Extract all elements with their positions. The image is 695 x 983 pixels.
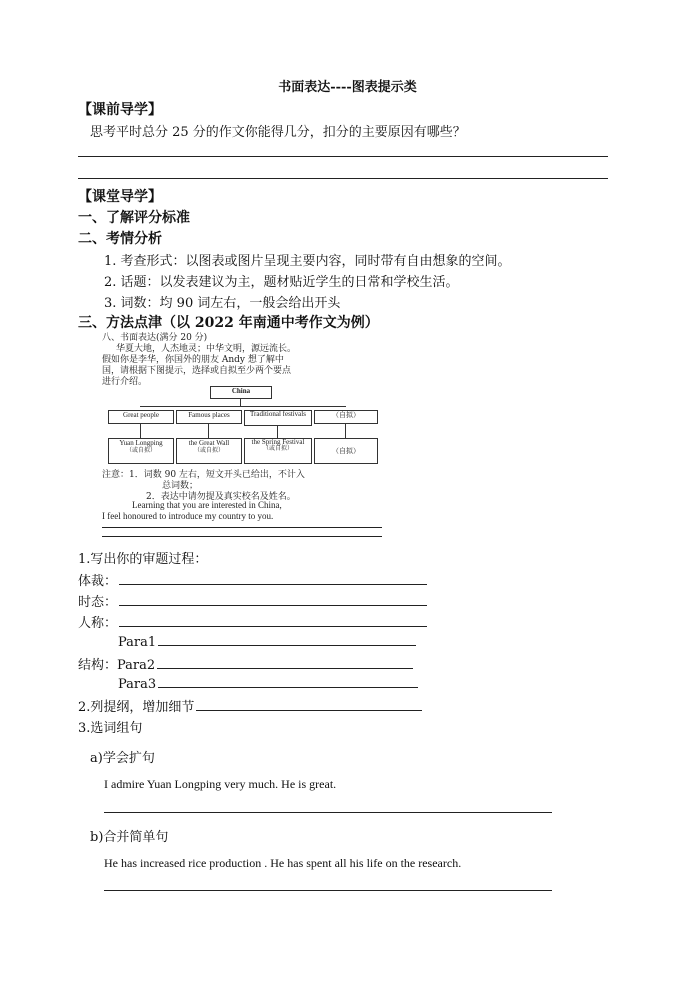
- scan-heading: 八、书面表达(满分 20 分): [102, 333, 208, 343]
- diagram-example-box: [176, 438, 242, 464]
- section-method: 三、方法点津（以 2022 年南通中考作文为例）: [78, 315, 379, 331]
- scan-opening: Learning that you are interested in China,: [132, 500, 282, 510]
- subtask-a-sentence: I admire Yuan Longping very much. He is great.: [104, 777, 337, 791]
- para3-blank[interactable]: [158, 675, 418, 688]
- person-label: 人称：: [78, 616, 118, 631]
- diagram-example-box: [108, 438, 174, 464]
- example-text: the Great Wall: [188, 439, 230, 447]
- answer-line[interactable]: [104, 890, 552, 891]
- para3-label: Para3: [118, 677, 157, 692]
- example-note: （或自拟）: [193, 448, 224, 454]
- task-1-title: 1.写出你的审题过程：: [78, 552, 208, 567]
- para1-label: Para1: [118, 635, 157, 650]
- para1-blank[interactable]: [158, 633, 416, 646]
- diagram-connector: [208, 424, 209, 438]
- scan-line: 进行介绍。: [102, 377, 148, 387]
- diagram-connector: [345, 424, 346, 438]
- section-scoring: 一、了解评分标准: [78, 210, 190, 226]
- section-analysis: 二、考情分析: [78, 231, 162, 247]
- scan-line: 国，请根据下图提示，选择或自拟至少两个要点: [102, 366, 292, 376]
- scan-opening: I feel honoured to introduce my country to you.: [102, 511, 274, 521]
- exam-question-scan: [100, 330, 390, 548]
- analysis-item-topic: 2. 话题：以发表建议为主，题材贴近学生的日常和学校生活。: [104, 275, 459, 290]
- example-text: the Spring Festival: [251, 438, 305, 446]
- answer-line[interactable]: [78, 178, 608, 179]
- subtask-b-sentence: He has increased rice production . He has spent all his life on the research.: [104, 856, 462, 870]
- tense-row: [78, 591, 427, 610]
- answer-line[interactable]: [104, 812, 552, 813]
- scan-line: 华夏大地，人杰地灵；中华文明，源远流长。: [116, 344, 297, 354]
- subtask-a-title: a)学会扩句: [90, 751, 155, 766]
- outline-blank[interactable]: [196, 698, 422, 711]
- scan-line-rule: [102, 536, 382, 537]
- person-blank[interactable]: [119, 614, 427, 627]
- analysis-item-form: 1. 考查形式：以图表或图片呈现主要内容，同时带有自由想象的空间。: [104, 254, 511, 269]
- scan-line: 假如你是李华，你国外的朋友 Andy 想了解中: [102, 355, 284, 365]
- page-title: 书面表达----图表提示类: [278, 80, 417, 95]
- diagram-connector: [277, 426, 278, 438]
- in-class-heading: 【课堂导学】: [78, 189, 162, 205]
- diagram-example-box: [244, 438, 312, 464]
- para2-blank[interactable]: [157, 656, 413, 669]
- example-text: Yuan Longping: [119, 439, 163, 447]
- diagram-connector: [140, 406, 346, 407]
- para3-row: [118, 675, 418, 692]
- tense-label: 时态：: [78, 595, 118, 610]
- scan-note: 2．表达中请勿提及真实校名及姓名。: [146, 492, 296, 502]
- diagram-category-box: Great people: [108, 410, 174, 424]
- analysis-item-words: 3. 词数：均 90 词左右，一般会给出开头: [104, 296, 341, 311]
- subtask-b-title: b)合并简单句: [90, 830, 169, 845]
- scan-note: 注意：1．词数 90 左右，短文开头已给出，不计入: [102, 470, 305, 480]
- tense-blank[interactable]: [119, 593, 427, 606]
- diagram-connector: [240, 398, 241, 406]
- diagram-category-box: Famous places: [176, 410, 242, 424]
- diagram-root-box: China: [210, 386, 272, 399]
- structure-row: [78, 654, 413, 673]
- genre-blank[interactable]: [119, 572, 427, 585]
- genre-row: [78, 570, 427, 589]
- scan-line-rule: [102, 527, 382, 528]
- structure-label: 结构：Para2: [78, 658, 156, 673]
- scan-note: 总词数；: [162, 481, 199, 491]
- genre-label: 体裁：: [78, 574, 118, 589]
- diagram-connector: [140, 424, 141, 438]
- pre-class-question: 思考平时总分 25 分的作文你能得几分，扣分的主要原因有哪些？: [90, 125, 466, 140]
- answer-line[interactable]: [78, 156, 608, 157]
- para1-row: [118, 633, 416, 650]
- diagram-example-box: [314, 438, 378, 464]
- example-note: （或自拟）: [262, 446, 293, 452]
- person-row: [78, 612, 427, 631]
- example-text: （自拟）: [332, 447, 360, 455]
- pre-class-heading: 【课前导学】: [78, 102, 162, 118]
- diagram-category-box: （自拟）: [314, 410, 378, 424]
- example-note: （或自拟）: [125, 448, 156, 454]
- task-2-title: 2.列提纲，增加细节: [78, 700, 195, 715]
- task-3-title: 3.选词组句: [78, 721, 143, 736]
- task-2-row: [78, 696, 422, 715]
- diagram-category-box: Traditional festivals: [244, 410, 312, 426]
